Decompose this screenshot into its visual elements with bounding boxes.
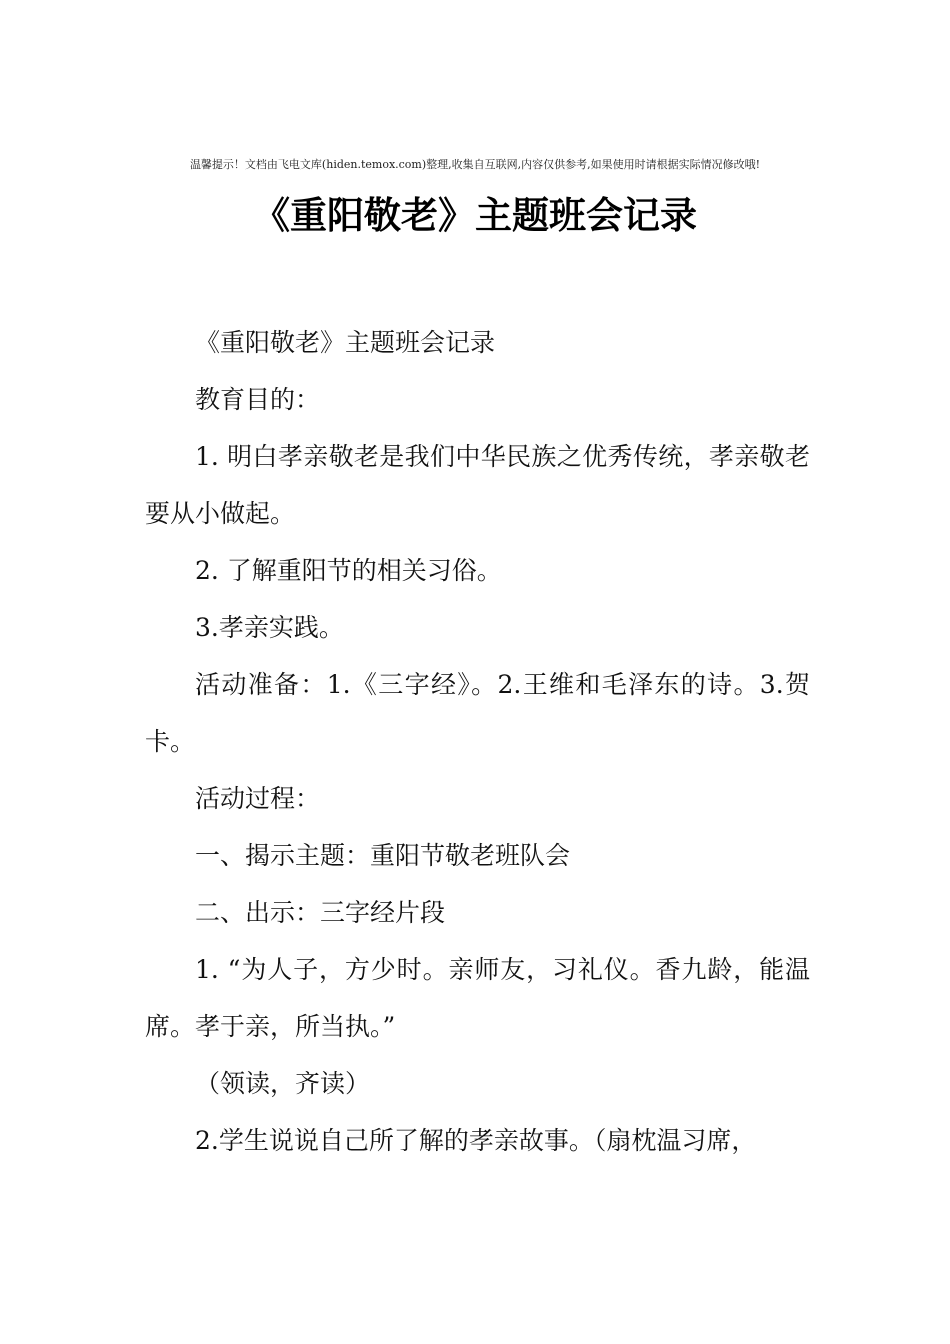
header-notice: 温馨提示！文档由飞电文库(hiden.temox.com)整理,收集自互联网,内容仅供参考,如果使用时请根据实际情况修改哦! (189, 158, 761, 171)
paragraph: 1. “为人子，方少时。亲师友，习礼仪。香九龄，能温席。孝于亲，所当执。” (145, 955, 810, 1041)
paragraph: 1. 明白孝亲敬老是我们中华民族之优秀传统，孝亲敬老要从小做起。 (145, 442, 810, 528)
paragraph: 教育目的： (195, 385, 321, 414)
paragraph: 2.学生说说自己所了解的孝亲故事。（扇枕温习席， (195, 1126, 757, 1155)
paragraph: 一、揭示主题：重阳节敬老班队会 (195, 841, 571, 870)
document-body (145, 314, 810, 1169)
document-title: 《重阳敬老》主题班会记录 (253, 193, 697, 237)
paragraph: 活动准备：1.《三字经》。2.王维和毛泽东的诗。3.贺卡。 (145, 670, 810, 756)
paragraph: 《重阳敬老》主题班会记录 (195, 328, 496, 357)
paragraph: 3.孝亲实践。 (195, 613, 344, 642)
paragraph: （领读，齐读） (195, 1069, 371, 1098)
paragraph: 二、出示：三字经片段 (195, 898, 446, 927)
paragraph: 2. 了解重阳节的相关习俗。 (195, 556, 502, 585)
paragraph: 活动过程： (195, 784, 321, 813)
